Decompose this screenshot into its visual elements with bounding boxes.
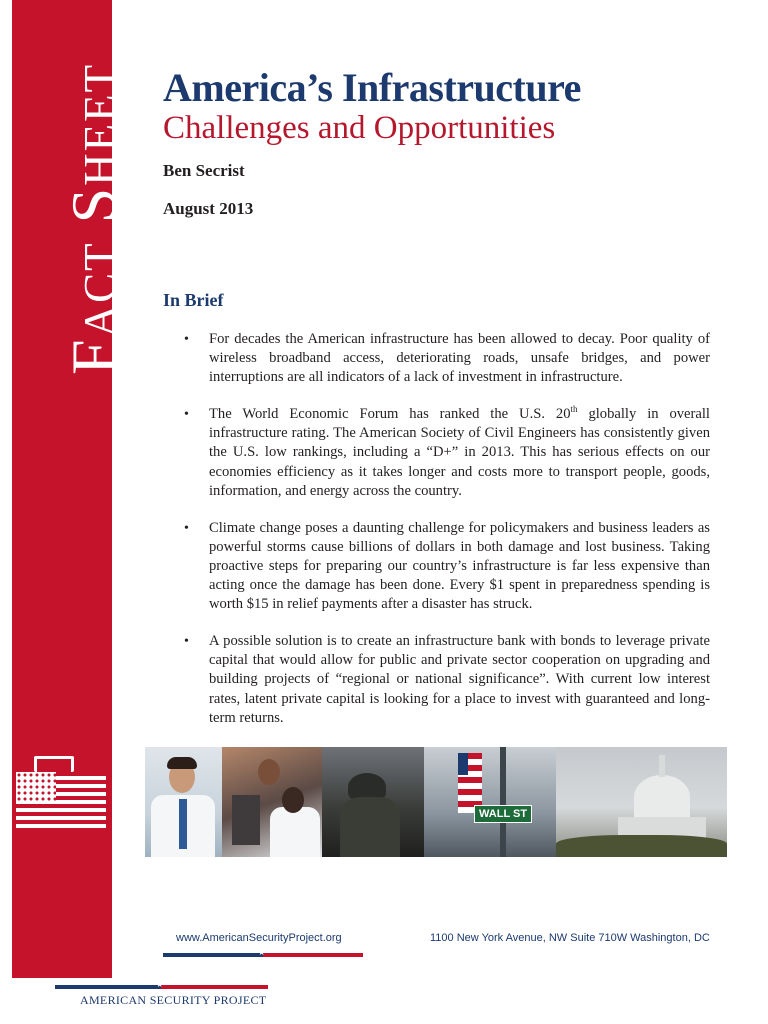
address-text: 1100 New York Avenue, NW Suite 710W Washington, DC xyxy=(430,932,710,944)
brief-bullet-list xyxy=(184,330,710,746)
section-heading-in-brief: In Brief xyxy=(163,290,224,310)
list-item xyxy=(184,330,710,387)
bullet-icon: • xyxy=(184,520,189,536)
bullet-icon: • xyxy=(184,407,189,423)
bullet-icon: • xyxy=(184,634,189,650)
soldier-photo xyxy=(322,747,424,857)
flag-icon xyxy=(16,772,106,828)
briefcase-handle xyxy=(34,756,74,772)
star-icon: ★ xyxy=(258,948,266,957)
flag-canton xyxy=(16,772,56,802)
publication-date: August 2013 xyxy=(163,199,254,218)
star-icon: ★ xyxy=(156,980,164,989)
website-link[interactable]: www.AmericanSecurityProject.org xyxy=(176,932,342,944)
organization-name: AMERICAN SECURITY PROJECT xyxy=(80,993,267,1007)
page-title: America’s Infrastructure xyxy=(163,65,581,110)
footer-divider xyxy=(163,948,363,957)
capitol-building-photo xyxy=(556,747,727,857)
ordinal-suffix: th xyxy=(570,404,578,415)
side-title-area xyxy=(12,0,129,400)
laboratory-photo xyxy=(222,747,322,857)
list-item xyxy=(184,632,710,727)
bullet-text: Climate change poses a daunting challenge for policymakers and business leaders as powerful storms cause billions of dollars in both damage and lost business. Taking proactive steps for preparing our country’s infrastructure is far less expensive than acting once the damage has been done. Every $1 spent in preparedness spending is worth $15 in relief payments after a disaster has struck. xyxy=(209,519,710,613)
list-item xyxy=(184,405,710,500)
list-item xyxy=(184,519,710,614)
fact-sheet-label: Fact Sheet xyxy=(58,62,129,375)
bullet-text: A possible solution is to create an infrastructure bank with bonds to leverage private capital that would allow for public and private sector cooperation on upgrading and building projects of “regional or national significance”. With current low interest rates, latent private capital is looking for a place to invest with guaranteed and long-term returns. xyxy=(209,633,710,726)
bullet-text xyxy=(209,406,710,498)
org-divider xyxy=(55,980,268,989)
wall-street-photo xyxy=(424,747,556,857)
page-subtitle: Challenges and Opportunities xyxy=(163,110,556,146)
bullet-icon: • xyxy=(184,332,189,347)
bullet-text-part: The World Economic Forum has ranked the U.S. 20 xyxy=(209,406,571,423)
bullet-text-part: globally in overall infrastructure rating. The American Society of Civil Engineers has consistently given the U.S. low rankings, including a “D+” in 2013. This has serious effects on our economies efficiency as it takes longer and costs more to transport people, goods, information, and energy across the country. xyxy=(209,406,710,499)
american-flag-briefcase-icon xyxy=(12,756,112,836)
doctor-photo xyxy=(145,747,222,857)
bullet-text: For decades the American infrastructure has been allowed to decay. Poor quality of wireless broadband access, deteriorating roads, unsafe bridges, and power interruptions are all indicators of a lack of investment in infrastructure. xyxy=(209,331,710,386)
author-name: Ben Secrist xyxy=(163,161,245,180)
photo-strip xyxy=(145,747,727,857)
wall-street-sign: WALL ST xyxy=(474,805,532,823)
